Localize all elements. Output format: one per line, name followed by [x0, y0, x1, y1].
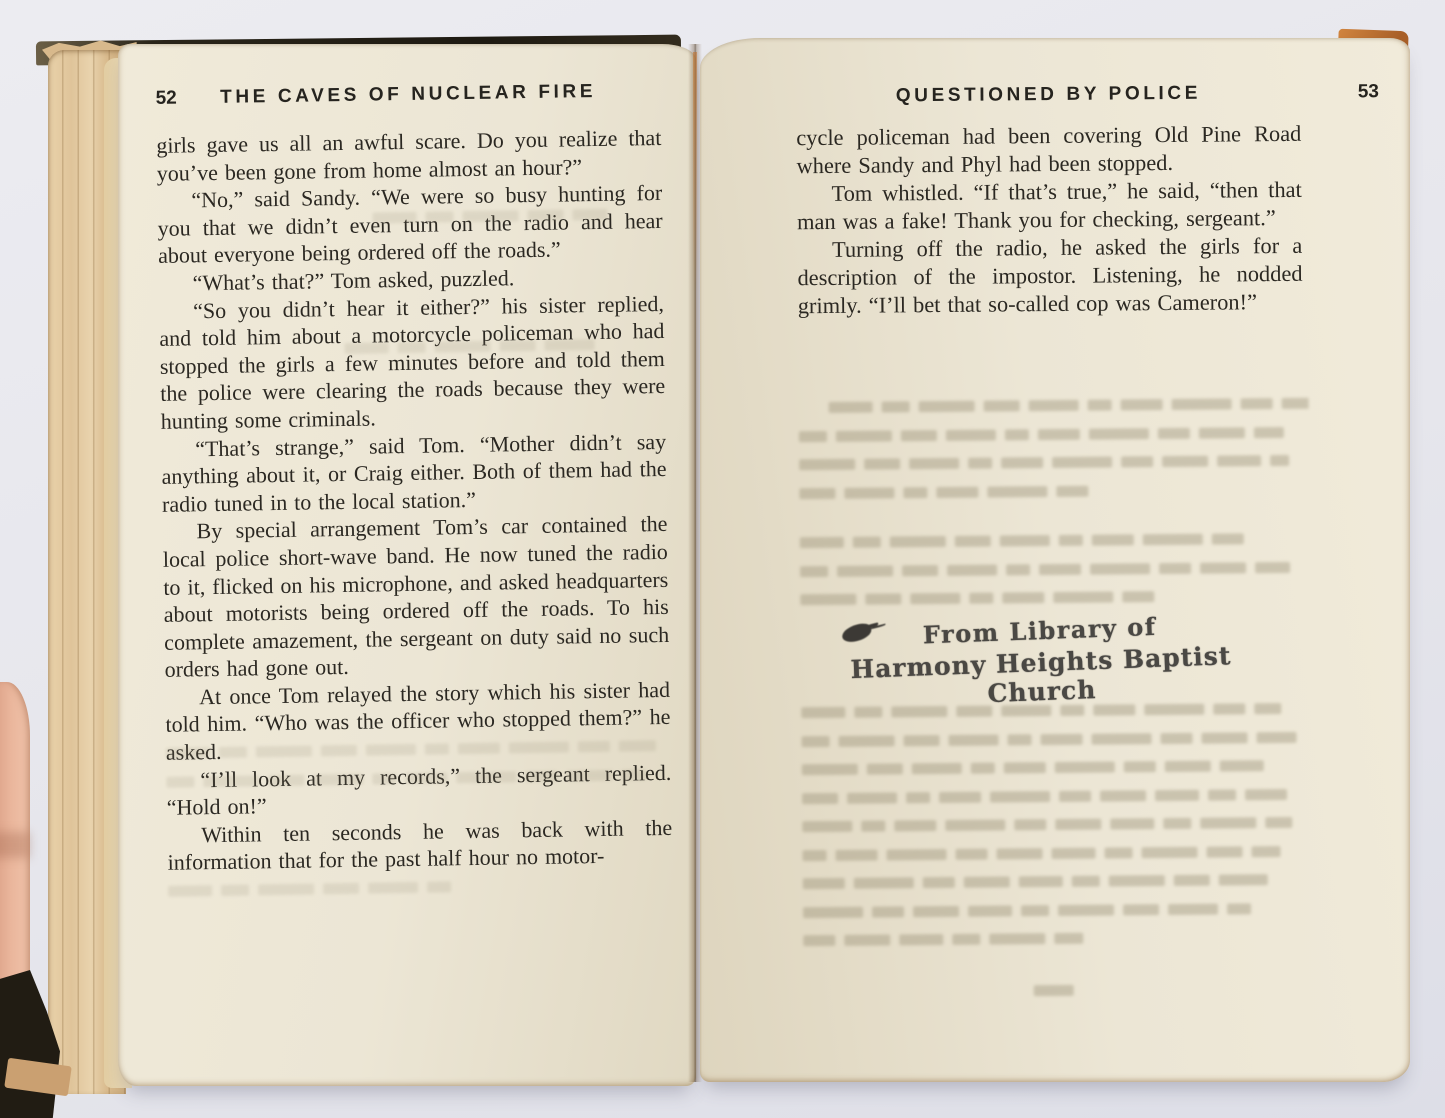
- paragraph: At once Tom relayed the story which his sister had told him. “Who was the officer who stopped them?” he asked.: [165, 676, 671, 765]
- running-title-left: THE CAVES OF NUCLEAR FIRE: [219, 80, 597, 108]
- left-page: [118, 44, 696, 1086]
- paragraph: “No,” said Sandy. “We were so busy hunting for you that we didn’t even turn on the radio and hear about everyone being ordered off the roads.”: [157, 180, 663, 269]
- paragraph: Turning off the radio, he asked the girls for a description of the impostor. Listening, he nodded grimly. “I’ll bet that so-called cop was Cameron!”: [797, 232, 1303, 319]
- paragraph: cycle policeman had been covering Old Pine Road where Sandy and Phyl had been stopped.: [796, 120, 1302, 179]
- right-page-text: [796, 120, 1303, 320]
- paragraph: “So you didn’t hear it either?” his sister replied, and told him about a motorcycle policeman who had stopped the girls a few minutes before and told them the police were clearing the roads because they were hunting some criminals.: [159, 290, 666, 434]
- right-page: [700, 38, 1410, 1082]
- right-running-head: [796, 81, 1380, 110]
- paragraph: “What’s that?” Tom asked, puzzled.: [192, 265, 515, 296]
- book-gutter: [688, 44, 702, 1082]
- paragraph: Tom whistled. “If that’s true,” he said, “then that man was a fake! Thank you for checking, sergeant.”: [796, 176, 1302, 235]
- paragraph: “That’s strange,” said Tom. “Mother didn’t say anything about it, or Craig either. Both of them had the radio tuned in to the local station.”: [161, 428, 667, 517]
- left-page-text: [156, 124, 673, 877]
- thumb-holding-book: [0, 682, 30, 1020]
- page-number-right: 53: [1357, 81, 1380, 103]
- paragraph: Within ten seconds he was back with the information that for the past half hour no motor-: [167, 814, 673, 876]
- running-title-right: QUESTIONED BY POLICE: [895, 82, 1202, 107]
- library-stamp: [799, 607, 1282, 715]
- paragraph: By special arrangement Tom’s car contained the local police short-wave band. He now tuned the radio to it, flicked on his microphone, and asked headquarters about motorists being ordered off the roads. To his complete amazement, the sergeant on duty said no such orders had gone out.: [162, 511, 670, 683]
- paragraph: “I’ll look at my records,” the sergeant replied. “Hold on!”: [166, 759, 672, 821]
- stamp-line-1: From Library of: [922, 611, 1158, 650]
- left-running-head: [155, 80, 660, 112]
- stamp-line-2: Harmony Heights Baptist Church: [850, 641, 1232, 709]
- paragraph: girls gave us all an awful scare. Do you realize that you’ve been gone from home almost an hour?”: [156, 124, 662, 186]
- page-number-left: 52: [155, 87, 177, 109]
